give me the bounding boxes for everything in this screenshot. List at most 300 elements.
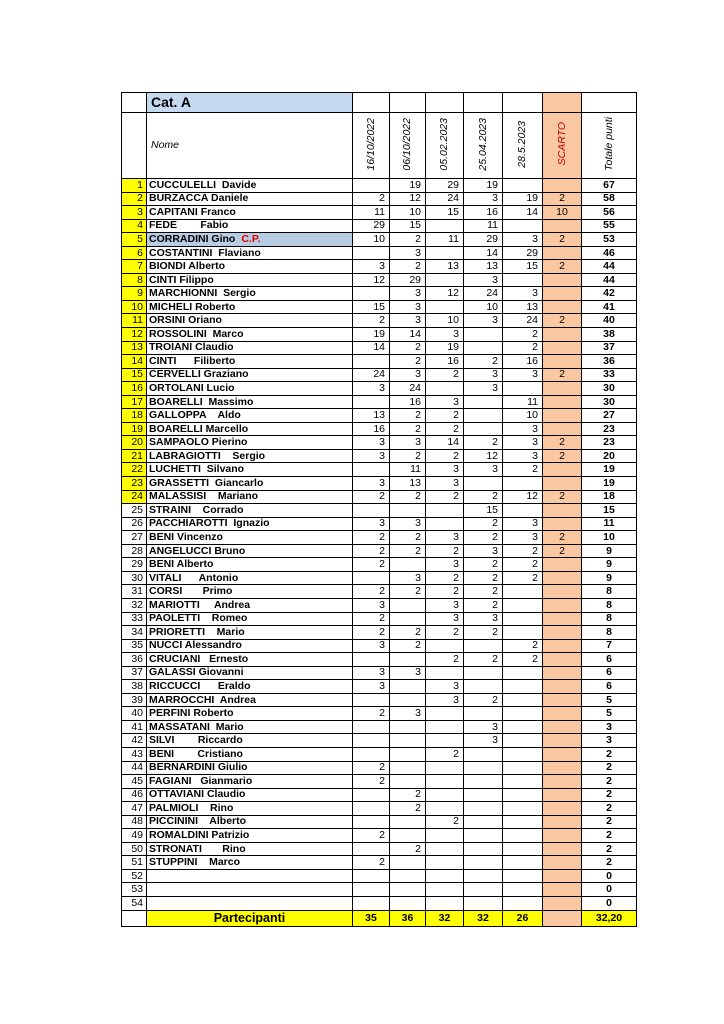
score-cell: 29 <box>503 246 543 260</box>
athlete-name <box>147 693 353 707</box>
score-cell: 10 <box>390 206 426 220</box>
score-cell <box>353 571 390 585</box>
total-cell: 9 <box>582 558 637 572</box>
score-cell: 29 <box>390 273 426 287</box>
score-cell: 15 <box>426 206 464 220</box>
athlete-name-text: STRONATI Rino <box>149 842 246 855</box>
score-cell: 13 <box>353 409 390 423</box>
score-cell: 2 <box>464 653 503 667</box>
score-cell: 3 <box>464 612 503 626</box>
table-row <box>122 626 637 640</box>
score-cell: 3 <box>464 734 503 748</box>
scarto-cell <box>543 802 582 816</box>
rank-cell: 1 <box>122 179 147 193</box>
score-cell <box>353 720 390 734</box>
athlete-name <box>147 260 353 274</box>
score-cell <box>464 747 503 761</box>
score-cell <box>503 747 543 761</box>
score-cell <box>464 395 503 409</box>
rank-cell: 18 <box>122 409 147 423</box>
scarto-cell <box>543 775 582 789</box>
score-cell: 11 <box>426 233 464 247</box>
scarto-cell <box>543 382 582 396</box>
footer-total-cell: 32,20 <box>582 910 637 926</box>
rank-cell: 48 <box>122 815 147 829</box>
athlete-name <box>147 246 353 260</box>
score-cell <box>503 829 543 843</box>
header-date-5-label: 28.5.2023 <box>516 120 528 168</box>
score-cell: 16 <box>353 422 390 436</box>
table-row <box>122 747 637 761</box>
scarto-cell <box>543 829 582 843</box>
athlete-name-text: BERNARDINI Giulio <box>149 761 248 774</box>
header-date-4 <box>464 113 503 179</box>
score-cell: 3 <box>353 639 390 653</box>
score-cell: 2 <box>390 490 426 504</box>
scarto-cell <box>543 598 582 612</box>
score-cell: 14 <box>390 328 426 342</box>
score-cell: 14 <box>464 246 503 260</box>
footer-scarto-cell <box>543 910 582 926</box>
score-cell: 2 <box>426 449 464 463</box>
rank-cell: 54 <box>122 896 147 910</box>
athlete-name <box>147 842 353 856</box>
score-cell <box>503 883 543 897</box>
athlete-name <box>147 896 353 910</box>
scarto-cell <box>543 815 582 829</box>
score-cell: 2 <box>503 653 543 667</box>
footer-count-cell: 32 <box>426 910 464 926</box>
total-cell: 10 <box>582 531 637 545</box>
total-cell: 33 <box>582 368 637 382</box>
table-row <box>122 639 637 653</box>
score-cell <box>390 558 426 572</box>
rank-cell: 6 <box>122 246 147 260</box>
score-cell <box>503 612 543 626</box>
score-cell: 3 <box>464 382 503 396</box>
scarto-cell <box>543 341 582 355</box>
total-cell: 20 <box>582 449 637 463</box>
header-index-cell <box>122 113 147 179</box>
athlete-name <box>147 504 353 518</box>
scarto-cell: 2 <box>543 544 582 558</box>
score-cell: 2 <box>390 585 426 599</box>
table-row <box>122 409 637 423</box>
score-cell: 2 <box>390 355 426 369</box>
table-row <box>122 666 637 680</box>
athlete-name <box>147 449 353 463</box>
total-cell: 0 <box>582 869 637 883</box>
table-row <box>122 355 637 369</box>
score-cell: 2 <box>503 341 543 355</box>
rank-cell: 33 <box>122 612 147 626</box>
table-row <box>122 612 637 626</box>
table-row <box>122 517 637 531</box>
scarto-cell <box>543 869 582 883</box>
score-cell <box>390 829 426 843</box>
rank-cell: 15 <box>122 368 147 382</box>
athlete-name-text: BENI Vincenzo <box>149 530 223 543</box>
score-cell: 2 <box>390 422 426 436</box>
table-row <box>122 233 637 247</box>
score-cell <box>353 179 390 193</box>
scarto-cell <box>543 273 582 287</box>
score-cell <box>353 246 390 260</box>
title-scarto-cell <box>543 93 582 113</box>
score-cell: 3 <box>464 720 503 734</box>
header-date-2-label: 06/10/2022 <box>401 117 413 171</box>
athlete-name-text: PICCININI Alberto <box>149 815 247 828</box>
total-cell: 58 <box>582 192 637 206</box>
title-blank-cell <box>426 93 464 113</box>
scarto-cell <box>543 477 582 491</box>
score-cell <box>353 802 390 816</box>
score-cell <box>503 273 543 287</box>
score-cell: 2 <box>503 328 543 342</box>
athlete-name <box>147 477 353 491</box>
scarto-cell <box>543 463 582 477</box>
athlete-name-text: ORTOLANI Lucio <box>149 381 235 394</box>
athlete-name <box>147 707 353 721</box>
title-blank-cell <box>390 93 426 113</box>
score-cell <box>390 653 426 667</box>
score-cell <box>464 680 503 694</box>
score-cell <box>464 775 503 789</box>
table-row <box>122 653 637 667</box>
score-cell <box>426 504 464 518</box>
athlete-name <box>147 490 353 504</box>
rank-cell: 16 <box>122 382 147 396</box>
total-cell: 30 <box>582 382 637 396</box>
score-cell: 16 <box>390 395 426 409</box>
score-cell: 3 <box>503 368 543 382</box>
scarto-cell <box>543 761 582 775</box>
athlete-name <box>147 314 353 328</box>
table-row <box>122 368 637 382</box>
rank-cell: 23 <box>122 477 147 491</box>
table-row <box>122 328 637 342</box>
rank-cell: 47 <box>122 802 147 816</box>
score-cell: 2 <box>353 544 390 558</box>
score-cell <box>503 842 543 856</box>
athlete-name-text: PACCHIAROTTI Ignazio <box>149 517 270 530</box>
score-cell: 2 <box>390 544 426 558</box>
table-row <box>122 761 637 775</box>
athlete-name <box>147 815 353 829</box>
score-cell: 3 <box>353 260 390 274</box>
category-title: Cat. A <box>147 93 353 113</box>
score-cell: 2 <box>426 653 464 667</box>
score-cell: 3 <box>464 463 503 477</box>
athlete-name <box>147 206 353 220</box>
score-cell: 16 <box>464 206 503 220</box>
scarto-cell <box>543 395 582 409</box>
score-cell <box>390 720 426 734</box>
rank-cell: 4 <box>122 219 147 233</box>
rank-cell: 39 <box>122 693 147 707</box>
rank-cell: 27 <box>122 531 147 545</box>
score-cell: 2 <box>464 558 503 572</box>
score-cell: 2 <box>390 341 426 355</box>
score-cell: 2 <box>390 626 426 640</box>
score-cell <box>353 287 390 301</box>
score-cell <box>503 869 543 883</box>
score-cell <box>426 246 464 260</box>
rank-cell: 32 <box>122 598 147 612</box>
score-cell: 12 <box>353 273 390 287</box>
total-cell: 44 <box>582 260 637 274</box>
total-cell: 37 <box>582 341 637 355</box>
athlete-name-text: MARROCCHI Andrea <box>149 693 256 706</box>
rank-cell: 3 <box>122 206 147 220</box>
score-cell: 3 <box>390 368 426 382</box>
rank-cell: 43 <box>122 747 147 761</box>
athlete-name-text: BOARELLI Marcello <box>149 422 249 435</box>
table-row <box>122 571 637 585</box>
title-blank-cell <box>503 93 543 113</box>
table-row <box>122 707 637 721</box>
score-cell: 3 <box>353 680 390 694</box>
athlete-name-text: OTTAVIANI Claudio <box>149 788 246 801</box>
score-cell: 3 <box>390 571 426 585</box>
total-cell: 2 <box>582 747 637 761</box>
total-cell: 8 <box>582 585 637 599</box>
athlete-name <box>147 829 353 843</box>
score-cell: 11 <box>353 206 390 220</box>
athlete-name <box>147 179 353 193</box>
athlete-name-text: BURZACCA Daniele <box>149 192 249 205</box>
athlete-name-text: GALLOPPA Aldo <box>149 409 241 422</box>
athlete-name-text: BENI Cristiano <box>149 747 243 760</box>
score-cell <box>503 477 543 491</box>
total-cell: 6 <box>582 680 637 694</box>
score-cell: 3 <box>464 273 503 287</box>
score-cell: 29 <box>464 233 503 247</box>
score-cell: 3 <box>503 449 543 463</box>
score-cell <box>464 856 503 870</box>
table-row <box>122 842 637 856</box>
rank-cell: 24 <box>122 490 147 504</box>
footer-count-cell: 36 <box>390 910 426 926</box>
total-cell: 2 <box>582 829 637 843</box>
header-date-3 <box>426 113 464 179</box>
total-cell: 9 <box>582 571 637 585</box>
total-cell: 40 <box>582 314 637 328</box>
score-cell: 2 <box>353 558 390 572</box>
total-cell: 2 <box>582 775 637 789</box>
scarto-cell <box>543 680 582 694</box>
header-date-1 <box>353 113 390 179</box>
total-cell: 2 <box>582 788 637 802</box>
score-cell <box>390 883 426 897</box>
score-cell <box>426 802 464 816</box>
score-cell: 2 <box>353 707 390 721</box>
score-cell: 3 <box>390 436 426 450</box>
athlete-name <box>147 775 353 789</box>
athlete-name-text: NUCCI Alessandro <box>149 639 242 652</box>
scarto-cell: 2 <box>543 531 582 545</box>
total-cell: 9 <box>582 544 637 558</box>
rank-cell: 5 <box>122 233 147 247</box>
score-cell: 2 <box>390 531 426 545</box>
total-cell: 53 <box>582 233 637 247</box>
athlete-name <box>147 856 353 870</box>
score-cell <box>503 585 543 599</box>
score-cell <box>426 842 464 856</box>
scarto-cell <box>543 747 582 761</box>
scarto-cell: 10 <box>543 206 582 220</box>
score-cell: 2 <box>353 761 390 775</box>
athlete-name <box>147 626 353 640</box>
score-cell: 19 <box>353 328 390 342</box>
score-cell: 2 <box>426 747 464 761</box>
athlete-name <box>147 788 353 802</box>
table-row <box>122 490 637 504</box>
scarto-cell: 2 <box>543 368 582 382</box>
score-cell: 3 <box>464 544 503 558</box>
scarto-cell: 2 <box>543 436 582 450</box>
table-row <box>122 693 637 707</box>
cp-marker: C.P. <box>241 232 261 245</box>
athlete-name-text: BENI Alberto <box>149 558 214 571</box>
athlete-name <box>147 666 353 680</box>
athlete-name <box>147 517 353 531</box>
score-cell: 3 <box>353 517 390 531</box>
athlete-name <box>147 598 353 612</box>
score-cell <box>390 896 426 910</box>
athlete-name <box>147 734 353 748</box>
scarto-cell <box>543 179 582 193</box>
athlete-name <box>147 869 353 883</box>
rank-cell: 46 <box>122 788 147 802</box>
table-row <box>122 449 637 463</box>
rank-cell: 41 <box>122 720 147 734</box>
athlete-name-text: CERVELLI Graziano <box>149 368 249 381</box>
total-cell: 19 <box>582 463 637 477</box>
total-cell: 3 <box>582 720 637 734</box>
score-cell <box>464 869 503 883</box>
score-cell <box>426 382 464 396</box>
athlete-name <box>147 341 353 355</box>
table-row <box>122 815 637 829</box>
scarto-cell <box>543 585 582 599</box>
table-row <box>122 273 637 287</box>
score-cell <box>503 504 543 518</box>
rank-cell: 20 <box>122 436 147 450</box>
scarto-cell <box>543 504 582 518</box>
score-cell: 2 <box>390 233 426 247</box>
scarto-cell <box>543 734 582 748</box>
athlete-name-text: CINTI Filippo <box>149 273 214 286</box>
score-cell: 3 <box>353 382 390 396</box>
score-cell <box>464 422 503 436</box>
athlete-name <box>147 273 353 287</box>
score-cell <box>353 842 390 856</box>
score-cell <box>503 761 543 775</box>
rank-cell: 11 <box>122 314 147 328</box>
athlete-name <box>147 544 353 558</box>
score-cell: 3 <box>426 463 464 477</box>
score-cell: 16 <box>503 355 543 369</box>
rank-cell: 31 <box>122 585 147 599</box>
table-row <box>122 734 637 748</box>
header-scarto <box>543 113 582 179</box>
athlete-name <box>147 612 353 626</box>
score-cell: 2 <box>390 260 426 274</box>
score-cell <box>464 477 503 491</box>
score-cell <box>464 896 503 910</box>
score-cell <box>426 639 464 653</box>
rank-cell: 21 <box>122 449 147 463</box>
footer-count-cell: 26 <box>503 910 543 926</box>
score-cell <box>464 341 503 355</box>
score-cell <box>426 273 464 287</box>
athlete-name <box>147 639 353 653</box>
athlete-name <box>147 409 353 423</box>
score-cell: 2 <box>353 626 390 640</box>
score-cell <box>503 734 543 748</box>
score-cell: 2 <box>353 314 390 328</box>
table-row <box>122 680 637 694</box>
score-cell: 3 <box>426 477 464 491</box>
athlete-name-text: FAGIANI Gianmario <box>149 774 253 787</box>
athlete-name-text: PRIORETTI Mario <box>149 625 245 638</box>
scarto-cell <box>543 883 582 897</box>
athlete-name-text: BIONDI Alberto <box>149 260 226 273</box>
athlete-name-text: SAMPAOLO Pierino <box>149 436 248 449</box>
score-cell: 19 <box>426 341 464 355</box>
score-cell: 3 <box>464 368 503 382</box>
total-cell: 56 <box>582 206 637 220</box>
score-cell <box>503 382 543 396</box>
score-cell: 2 <box>353 192 390 206</box>
score-cell <box>503 856 543 870</box>
score-cell <box>426 829 464 843</box>
scarto-cell: 2 <box>543 192 582 206</box>
athlete-name-text: ORSINI Oriano <box>149 314 222 327</box>
score-cell <box>426 788 464 802</box>
score-cell <box>390 775 426 789</box>
athlete-name <box>147 287 353 301</box>
score-cell: 2 <box>390 639 426 653</box>
score-cell: 3 <box>426 328 464 342</box>
score-cell: 3 <box>426 558 464 572</box>
scarto-cell <box>543 300 582 314</box>
header-row <box>122 113 637 179</box>
title-blank-cell <box>464 93 503 113</box>
score-cell <box>503 598 543 612</box>
score-cell: 3 <box>426 395 464 409</box>
score-cell <box>503 815 543 829</box>
score-cell: 24 <box>426 192 464 206</box>
score-cell <box>353 463 390 477</box>
table-row <box>122 179 637 193</box>
scarto-cell <box>543 896 582 910</box>
athlete-name-text: LABRAGIOTTI Sergio <box>149 449 266 462</box>
score-cell: 12 <box>464 449 503 463</box>
athlete-name-text: CAPITANI Franco <box>149 205 236 218</box>
score-cell: 2 <box>353 490 390 504</box>
score-cell: 12 <box>426 287 464 301</box>
header-date-5 <box>503 113 543 179</box>
score-cell: 19 <box>390 179 426 193</box>
footer-index-cell <box>122 910 147 926</box>
score-cell: 16 <box>426 355 464 369</box>
score-cell <box>464 842 503 856</box>
total-cell: 55 <box>582 219 637 233</box>
scarto-cell <box>543 219 582 233</box>
athlete-name-text: TROIANI Claudio <box>149 341 234 354</box>
